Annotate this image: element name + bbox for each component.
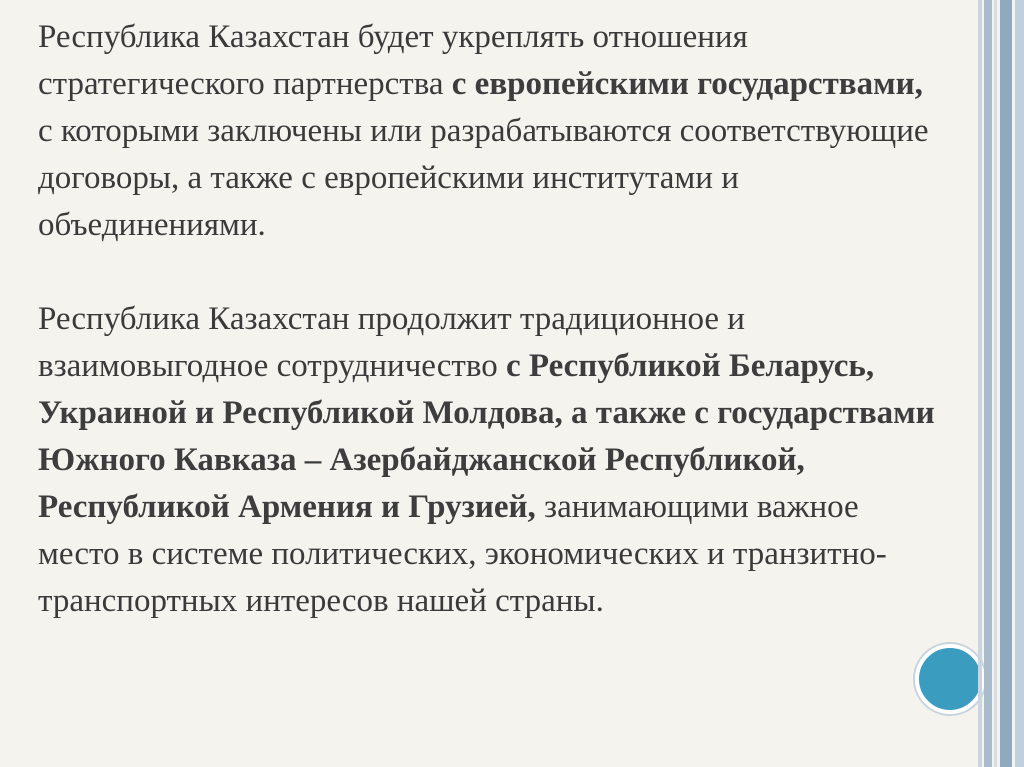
decorative-side-bars xyxy=(978,0,1024,767)
paragraph-1-highlight: с европейскими государствами, xyxy=(451,66,923,102)
paragraph-2-run-1: Республика Казахстан продолжит традиционное и взаимовыгодное сотрудничество xyxy=(38,301,745,384)
decorative-circle xyxy=(915,644,985,714)
side-bar-stripe xyxy=(1000,0,1012,767)
paragraph-2-highlight: с Республикой Беларусь, Украиной и Республикой Молдова, а также с государствами Южного Кавказа – Азербайджанской Республикой, Республикой Армения и Грузией, xyxy=(38,348,935,525)
paragraph-1-run-3: с которыми заключены или разрабатываются соответствующие договоры, а также с европейскими институтами и объединениями. xyxy=(38,113,929,243)
paragraph-1 xyxy=(38,14,938,249)
side-bar-stripe xyxy=(978,0,982,767)
slide-text-block xyxy=(38,14,938,625)
paragraph-1-run-1: Республика Казахстан будет укреплять отношения стратегического партнерства xyxy=(38,19,748,102)
side-bar-stripe xyxy=(1015,0,1024,767)
side-bar-stripe xyxy=(984,0,992,767)
paragraph-2 xyxy=(38,296,938,625)
paragraph-2-run-3: занимающими важное место в системе политических, экономических и транзитно-транспортных интересов нашей страны. xyxy=(38,489,887,619)
side-bar-stripe xyxy=(994,0,997,767)
